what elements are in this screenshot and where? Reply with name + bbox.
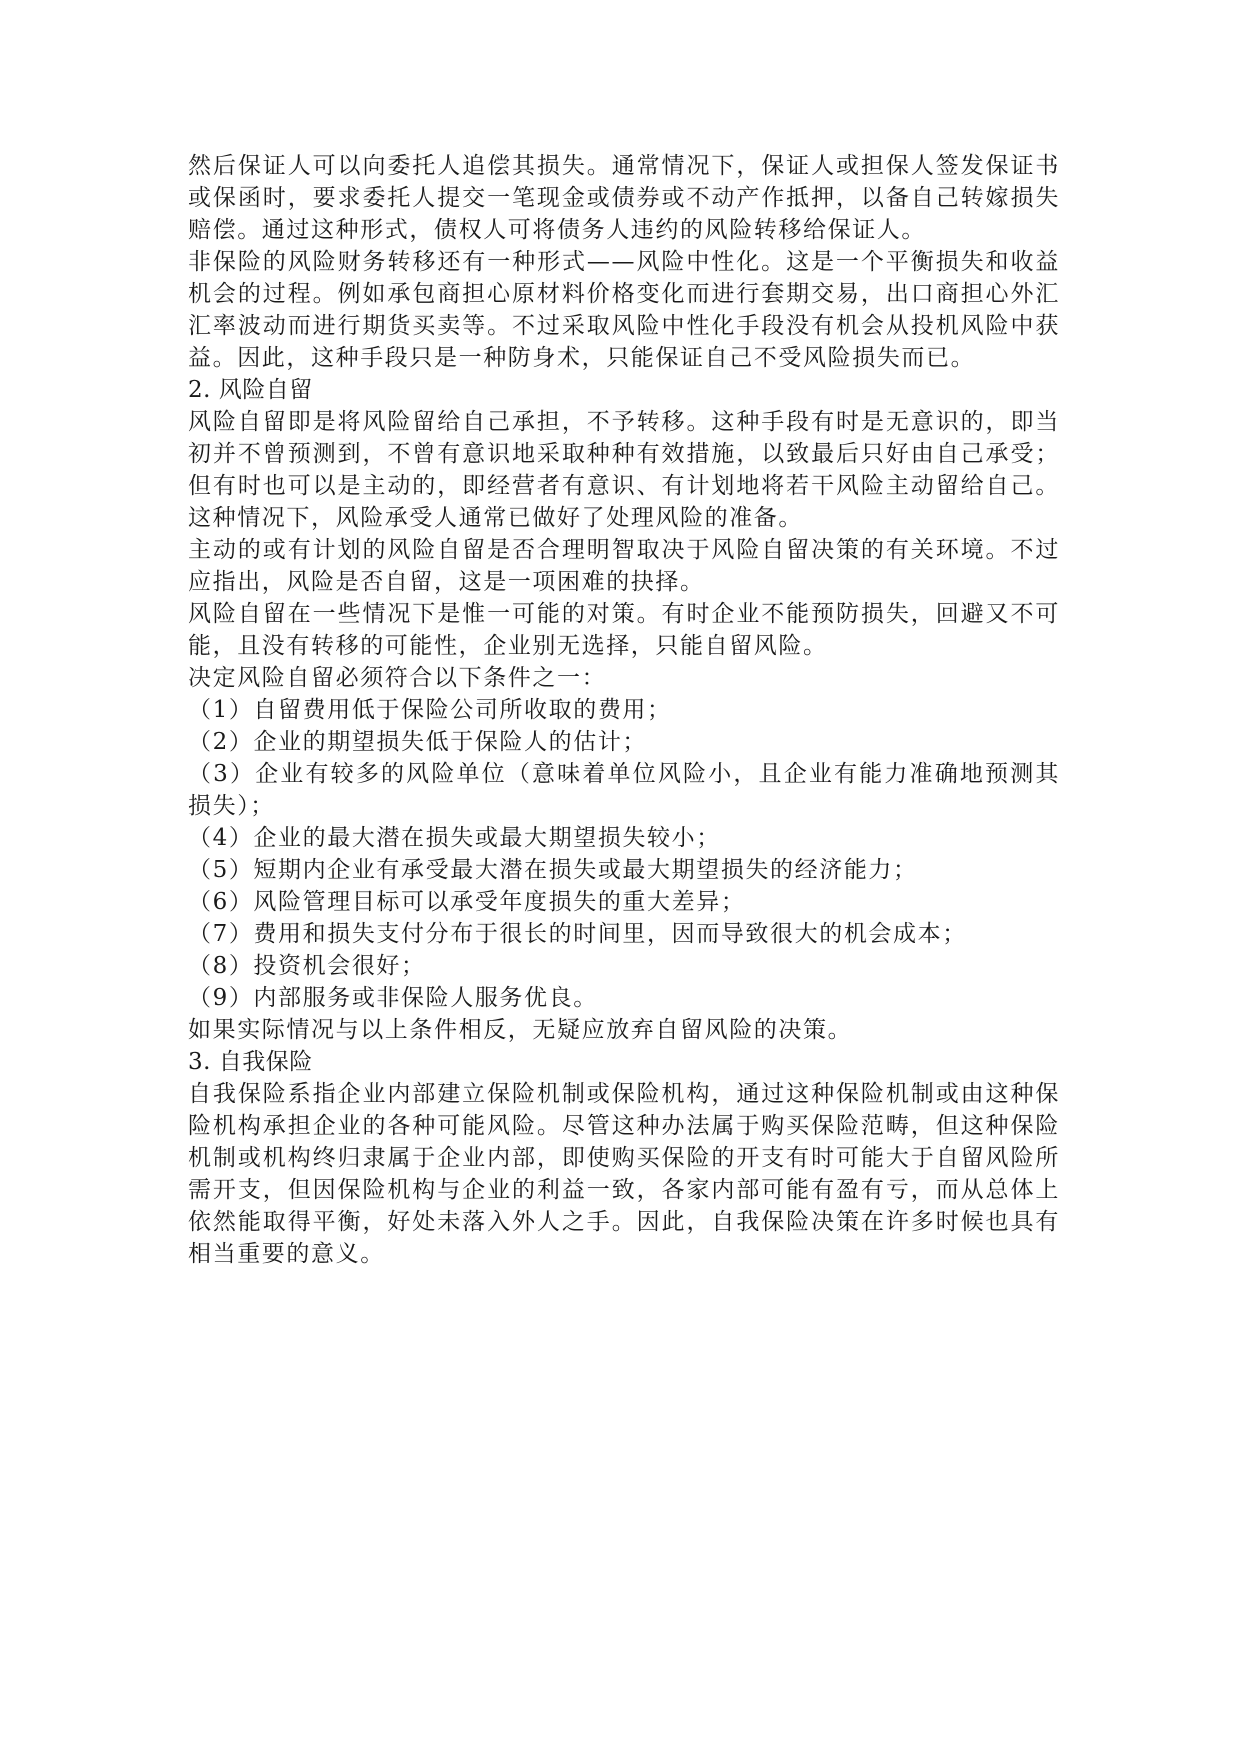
- list-item-condition-8: （8）投资机会很好；: [188, 953, 426, 979]
- paragraph-only-option: 风险自留在一些情况下是惟一可能的对策。有时企业不能预防损失，回避又不可能，且没有转移的可能性，企业别无选择，只能自留风险。: [188, 601, 1060, 659]
- list-item-condition-2: （2）企业的期望损失低于保险人的估计；: [188, 729, 648, 755]
- list-item-condition-9: （9）内部服务或非保险人服务优良。: [188, 985, 598, 1011]
- list-item-condition-1: （1）自留费用低于保险公司所收取的费用；: [188, 697, 672, 723]
- list-item-condition-3: （3）企业有较多的风险单位（意味着单位风险小，且企业有能力准确地预测其损失）；: [188, 761, 1060, 819]
- document-body: [188, 150, 1060, 1270]
- list-item-condition-6: （6）风险管理目标可以承受年度损失的重大差异；: [188, 889, 746, 915]
- paragraph-planned-retention: 主动的或有计划的风险自留是否合理明智取决于风险自留决策的有关环境。不过应指出，风险是否自留，这是一项困难的抉择。: [188, 537, 1060, 595]
- paragraph-risk-retention-definition: 风险自留即是将风险留给自己承担，不予转移。这种手段有时是无意识的，即当初并不曾预测到，不曾有意识地采取种种有效措施，以致最后只好由自己承受；但有时也可以是主动的，即经营者有意识、有计划地将若干风险主动留给自己。这种情况下，风险承受人通常已做好了处理风险的准备。: [188, 409, 1060, 531]
- paragraph-conditions-conclusion: 如果实际情况与以上条件相反，无疑应放弃自留风险的决策。: [188, 1017, 853, 1043]
- list-item-condition-4: （4）企业的最大潜在损失或最大期望损失较小；: [188, 825, 721, 851]
- paragraph-self-insurance: 自我保险系指企业内部建立保险机制或保险机构，通过这种保险机制或由这种保险机构承担企业的各种可能风险。尽管这种办法属于购买保险范畴，但这种保险机制或机构终归隶属于企业内部，即使购买保险的开支有时可能大于自留风险所需开支，但因保险机构与企业的利益一致，各家内部可能有盈有亏，而从总体上依然能取得平衡，好处未落入外人之手。因此，自我保险决策在许多时候也具有相当重要的意义。: [188, 1081, 1060, 1267]
- paragraph-risk-neutralization: 非保险的风险财务转移还有一种形式——风险中性化。这是一个平衡损失和收益机会的过程。例如承包商担心原材料价格变化而进行套期交易，出口商担心外汇汇率波动而进行期货买卖等。不过采取风险中性化手段没有机会从投机风险中获益。因此，这种手段只是一种防身术，只能保证自己不受风险损失而已。: [188, 249, 1060, 371]
- section-heading-self-insurance: 3. 自我保险: [188, 1049, 313, 1075]
- paragraph-guarantor-compensation: 然后保证人可以向委托人追偿其损失。通常情况下，保证人或担保人签发保证书或保函时，要求委托人提交一笔现金或债券或不动产作抵押，以备自己转嫁损失赔偿。通过这种形式，债权人可将债务人违约的风险转移给保证人。: [188, 153, 1060, 243]
- paragraph-conditions-intro: 决定风险自留必须符合以下条件之一：: [188, 665, 607, 691]
- list-item-condition-5: （5）短期内企业有承受最大潜在损失或最大期望损失的经济能力；: [188, 857, 918, 883]
- list-item-condition-7: （7）费用和损失支付分布于很长的时间里，因而导致很大的机会成本；: [188, 921, 967, 947]
- section-heading-risk-retention: 2. 风险自留: [188, 377, 313, 403]
